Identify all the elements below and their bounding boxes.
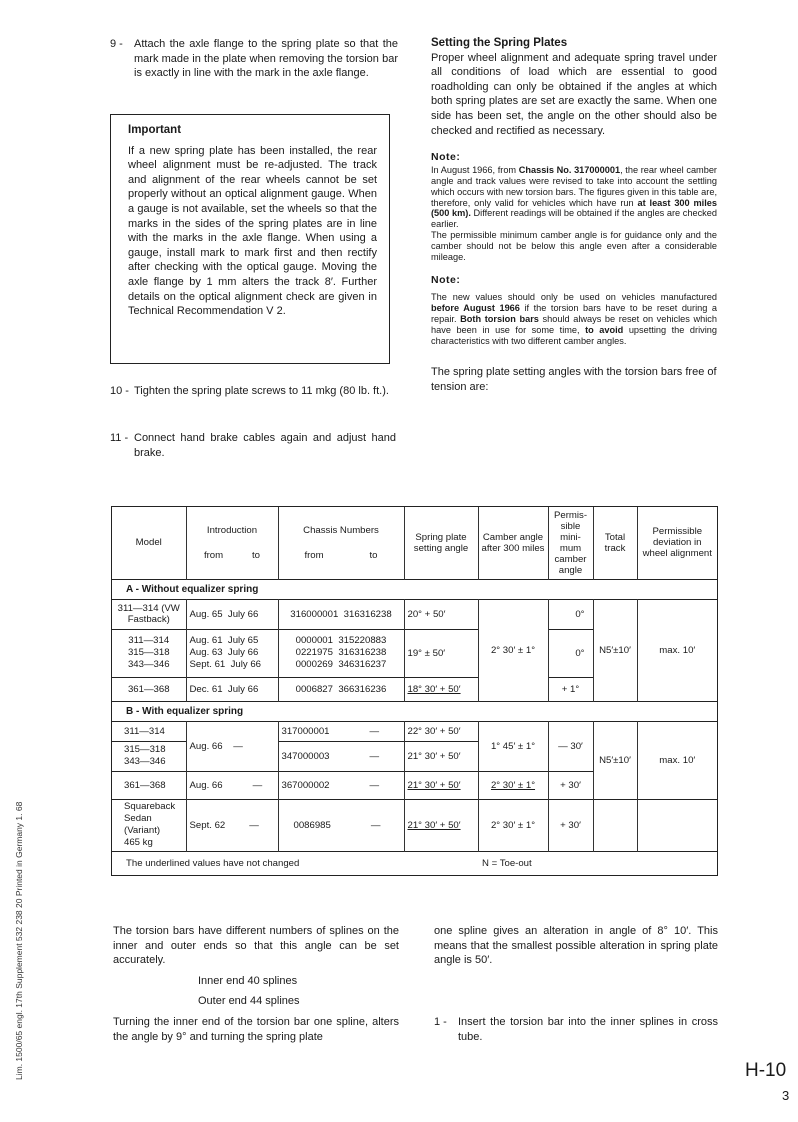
chassis-cell: 347000003 —: [278, 741, 404, 771]
model-cell: 311—314 (VW Fastback): [117, 603, 180, 625]
important-text: If a new spring plate has been installed, the rear wheel alignment must be re-adjusted. The track and alignment of the rear wheels cannot be set properly without an optical alignment gauge. When a gauge is not available, set the wheels so that the marks in the sides of the spring plates are in line with the marks in the axle flange. When using a gauge, install mark to mark first and then rectify after checking with the optical gauge. Moving the axle flange by 1 mm alters the track 8′. Further details on the optical alignment check are given in Technical Recommendation V 2.: [128, 144, 377, 318]
model-cell: 361—368: [127, 683, 170, 695]
header-row: [112, 507, 717, 579]
spring-plate-table: [111, 506, 718, 876]
intro-cell: Dec. 61 July 66: [186, 677, 278, 701]
col-permissible: Permis- sible mini- mum camber angle: [548, 507, 593, 579]
track-cell: N5′±10′: [593, 721, 637, 799]
table-row: [112, 599, 717, 629]
deviation-cell: max. 10′: [637, 721, 717, 799]
section-b-label: B - With equalizer spring: [126, 705, 244, 717]
col-model: Model: [135, 537, 162, 549]
side-imprint: Lim. 1500/65 engl. 17th Supplement 532 238 20 Printed in Germany 1. 68: [14, 801, 24, 1080]
perm-cell: + 1°: [548, 677, 593, 701]
perm-cell: 0°: [548, 629, 593, 677]
track-cell: N5′±10′: [593, 599, 637, 701]
model-cell: 311—314 315—318 343—346: [127, 635, 170, 670]
table-row: [112, 799, 717, 851]
note1-text: In August 1966, from Chassis No. 317000001, the rear wheel camber angle and track values were revised to take into account the settling which occurs with new torsion bars. The figures given in this table are, therefore, only valid for vehicles which have run at least 300 miles (500 km). Different readings will be obtained if the angles are checked earlier. The permissible minimum camber angle is for guidance only and the camber should not be below this angle even after a considerable mileage.: [431, 165, 717, 262]
step-number: 9 -: [110, 38, 123, 50]
camber-cell: 2° 30′ ± 1°: [478, 771, 548, 799]
note2-title: Note:: [431, 274, 461, 287]
turning-paragraph: Turning the inner end of the torsion bar one spline, alters the angle by 9° and turning the spring plate: [113, 1016, 399, 1043]
col-introduction: Introduction from to: [186, 507, 278, 579]
camber-cell: 2° 30′ ± 1°: [478, 799, 548, 851]
col-track: Total track: [593, 507, 637, 579]
toe-out-note: N = Toe-out: [482, 857, 532, 869]
intro-cell: Aug. 65 July 66: [186, 599, 278, 629]
intro-cell: Aug. 66 —: [186, 721, 278, 771]
model-cell: Squareback Sedan (Variant) 465 kg: [124, 801, 176, 848]
spring-cell: 18° 30′ + 50′: [404, 677, 478, 701]
perm-cell: 0°: [548, 599, 593, 629]
table-row: [112, 721, 717, 741]
chassis-cell: 0086985 —: [278, 799, 404, 851]
step-1: [434, 1015, 718, 1044]
model-cell: 361—368: [124, 779, 166, 791]
camber-cell: 1° 45′ ± 1°: [478, 721, 548, 771]
table-footer-row: [112, 851, 717, 875]
perm-cell: + 30′: [548, 799, 593, 851]
right-column: [431, 36, 717, 395]
section-heading: Setting the Spring Plates: [431, 37, 568, 49]
step-number: 10 -: [110, 385, 129, 397]
section-a-row: [112, 579, 717, 599]
outer-splines: Outer end 44 splines: [198, 995, 300, 1007]
spring-cell: 21° 30′ + 50′: [404, 799, 478, 851]
spring-cell: 19° ± 50′: [404, 629, 478, 677]
spring-cell: 21° 30′ + 50′: [404, 741, 478, 771]
table-intro: The spring plate setting angles with the torsion bars free of tension are:: [431, 366, 717, 393]
model-cell: 315—318 343—346: [124, 744, 166, 767]
camber-cell: 2° 30′ ± 1°: [478, 599, 548, 701]
spring-cell: 20° + 50′: [404, 599, 478, 629]
page-code: H-10: [745, 1060, 787, 1081]
section-a-label: A - Without equalizer spring: [126, 583, 259, 595]
intro-paragraph: Proper wheel alignment and adequate spring travel under all conditions of load which are essential to good roadholding can only be obtained if the angles at which both spring plates are set are exactly the same. When one side has been set, the angle on the other should also be checked and rectified as necessary.: [431, 51, 717, 137]
deviation-cell: max. 10′: [637, 599, 717, 701]
footer-note: The underlined values have not changed: [126, 857, 300, 869]
step-9: [110, 37, 398, 81]
step-text: Attach the axle flange to the spring plate so that the mark made in the plate when removing the torsion bar is exactly in line with the mark in the axle flange.: [134, 38, 398, 80]
section-b-row: [112, 701, 717, 721]
chassis-cell: 0006827 366316236: [278, 677, 404, 701]
chassis-cell: 0000001 315220883 0221975 316316238 0000269 346316237: [278, 629, 404, 677]
note2-text: The new values should only be used on vehicles manufactured before August 1966 if the torsion bars have to be reset during a repair. Both torsion bars should always be reset on vehicles which have been in use for some time, to avoid upsetting the driving characteristics with two different camber angles.: [431, 292, 718, 346]
intro-cell: Sept. 62 —: [186, 799, 278, 851]
spring-cell: 22° 30′ + 50′: [404, 721, 478, 741]
model-cell: 311—314: [124, 725, 165, 737]
step-number: 1 -: [434, 1016, 447, 1028]
step-11: [110, 431, 396, 460]
col-camber: Camber angle after 300 miles: [478, 507, 548, 579]
step-number: 11 -: [110, 432, 129, 444]
important-title: Important: [128, 124, 182, 136]
spec-table: [112, 507, 717, 875]
step-text: Connect hand brake cables again and adjust hand brake.: [134, 432, 396, 459]
chassis-cell: 367000002 —: [278, 771, 404, 799]
note1-title: Note:: [431, 151, 461, 164]
step-10: [110, 384, 396, 399]
col-spring: Spring plate setting angle: [404, 507, 478, 579]
splines-paragraph: The torsion bars have different numbers of splines on the inner and outer ends so that this angle can be set accurately.: [113, 925, 399, 967]
col-deviation: Permissible deviation in wheel alignment: [637, 507, 717, 579]
inner-splines: Inner end 40 splines: [198, 975, 298, 987]
chassis-cell: 317000001 —: [278, 721, 404, 741]
chassis-cell: 316000001 316316238: [278, 599, 404, 629]
alteration-paragraph: one spline gives an alteration in angle of 8° 10′. This means that the smallest possible alteration in spring plate angle is 50′.: [434, 925, 718, 967]
intro-cell: Aug. 61 July 65 Aug. 63 July 66 Sept. 61 July 66: [186, 629, 278, 677]
spring-cell: 21° 30′ + 50′: [404, 771, 478, 799]
col-chassis: Chassis Numbers from to: [278, 507, 404, 579]
step-text: Tighten the spring plate screws to 11 mkg (80 lb. ft.).: [134, 385, 389, 397]
perm-cell: — 30′: [548, 721, 593, 771]
page-number: 3: [782, 1088, 790, 1103]
important-box: [110, 114, 390, 364]
intro-cell: Aug. 66 —: [186, 771, 278, 799]
step-text: Insert the torsion bar into the inner splines in cross tube.: [458, 1016, 718, 1043]
perm-cell: + 30′: [548, 771, 593, 799]
